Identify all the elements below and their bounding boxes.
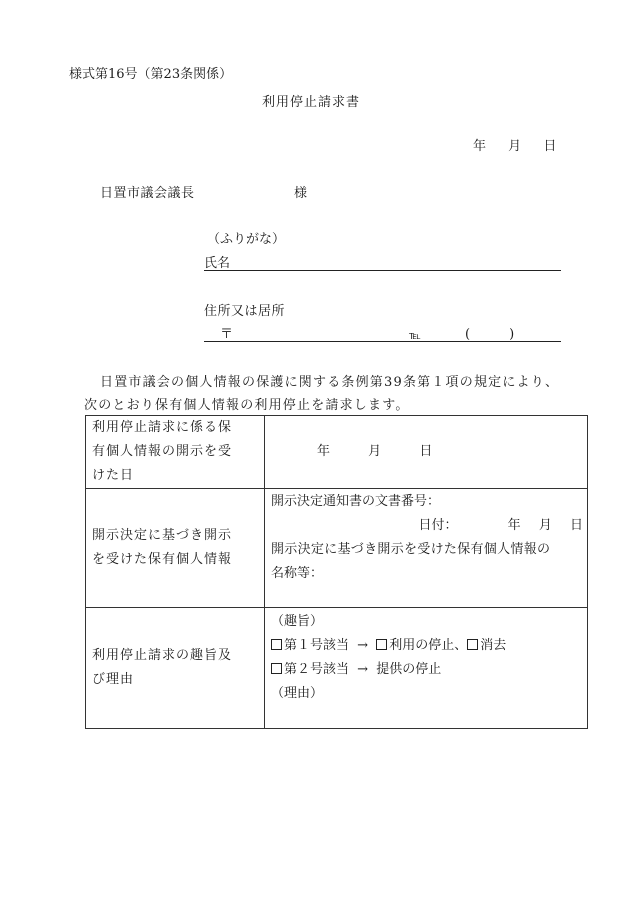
table-row-disclosed-info (86, 489, 588, 608)
label-line: 利用停止請求に係る保 (92, 420, 233, 435)
label-line: 有個人情報の開示を受 (92, 444, 233, 459)
name-field[interactable] (204, 270, 561, 271)
notice-date-line (271, 514, 587, 538)
date-month: 月 (368, 444, 382, 459)
option1-prefix: 第１号該当 (284, 638, 350, 653)
document-title: 利用停止請求書 (262, 95, 361, 110)
address-label: 住所又は居所 (204, 304, 286, 319)
label-line: けた日 (92, 468, 135, 483)
purpose-reason-field[interactable] (265, 608, 588, 729)
option2-line (271, 658, 587, 682)
purpose-label: （趣旨） (271, 614, 324, 629)
table-row-disclosure-date (86, 416, 588, 489)
doc-number-label: 開示決定通知書の文書番号： (271, 494, 441, 509)
date-day: 日 (419, 444, 433, 459)
checkbox-erase[interactable] (467, 639, 478, 650)
option1-stop-use: 利用の停止、 (389, 638, 468, 653)
arrow-icon: → (357, 662, 369, 677)
date-month: 月 (508, 139, 522, 154)
option1-erase: 消去 (480, 638, 507, 653)
option2-stop-provision: 提供の停止 (376, 662, 442, 677)
tel-area-code: ( ) (465, 327, 515, 342)
submission-date (473, 140, 556, 153)
body-text-line2: 次のとおり保有個人情報の利用停止を請求します。 (84, 398, 410, 413)
arrow-icon: → (357, 638, 369, 653)
table-row-purpose-reason (86, 608, 588, 729)
date-year: 年 (507, 518, 521, 533)
label-disclosed-info (86, 489, 265, 608)
addressee-honorific: 様 (294, 186, 308, 201)
label-disclosure-date (86, 416, 265, 489)
form-number: 様式第16号（第23条関係） (69, 67, 233, 82)
label-line: を受けた保有個人情報 (92, 552, 233, 567)
name-label: 氏名 (204, 256, 231, 271)
checkbox-stop-use[interactable] (376, 639, 387, 650)
postal-mark: 〒 (220, 327, 234, 342)
disclosed-info-field[interactable] (265, 489, 588, 608)
addressee-name: 日置市議会議長 (100, 186, 195, 201)
reason-label: （理由） (271, 686, 324, 701)
address-field[interactable] (204, 341, 561, 342)
label-line: 利用停止請求の趣旨及 (92, 648, 233, 663)
info-name-label-cont: 名称等： (271, 566, 324, 581)
checkbox-article1[interactable] (271, 639, 282, 650)
body-text-line1: 日置市議会の個人情報の保護に関する条例第39条第１項の規定により、 (100, 375, 560, 390)
label-line: 開示決定に基づき開示 (92, 528, 233, 543)
label-purpose-reason (86, 608, 265, 729)
label-line: び理由 (92, 672, 135, 687)
furigana-label: （ふりがな） (207, 232, 286, 247)
date-day: 日 (543, 139, 557, 154)
date-year: 年 (317, 444, 331, 459)
info-name-label: 開示決定に基づき開示を受けた保有個人情報の (271, 542, 551, 557)
request-table (85, 415, 588, 729)
checkbox-article2[interactable] (271, 663, 282, 674)
date-year: 年 (473, 139, 487, 154)
disclosure-date-field[interactable] (265, 416, 588, 489)
option2-prefix: 第２号該当 (284, 662, 350, 677)
notice-date-label: 日付： (418, 518, 458, 533)
option1-line (271, 634, 587, 658)
tel-icon: ℡ (409, 329, 421, 342)
date-month: 月 (538, 518, 552, 533)
date-day: 日 (569, 518, 583, 533)
